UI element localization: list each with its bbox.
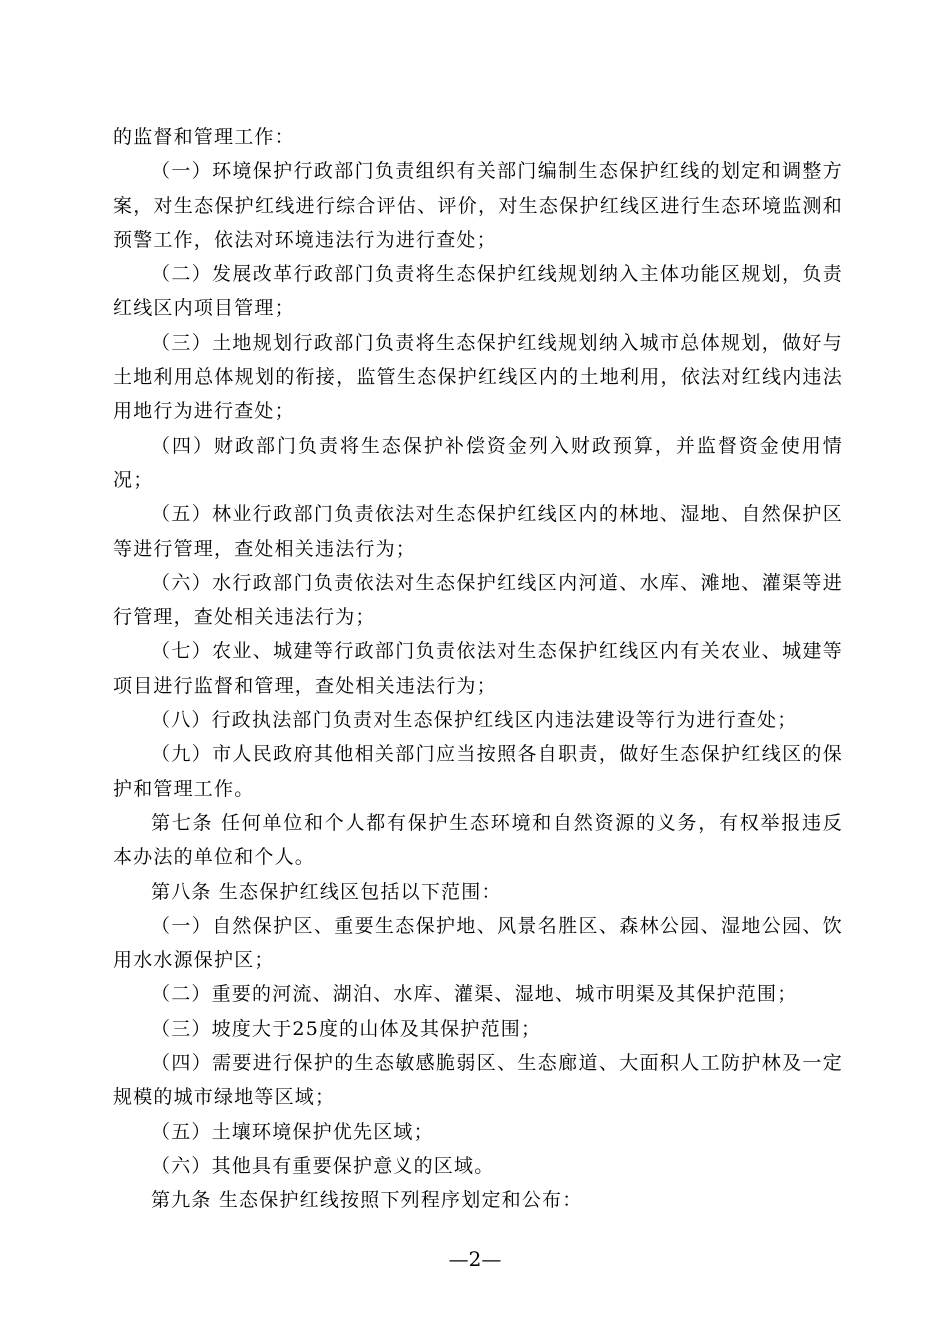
article-paragraph: 第九条 生态保护红线按照下列程序划定和公布： xyxy=(151,1189,583,1212)
paragraph: （二）发展改革行政部门负责将生态保护红线规划纳入主体功能区规划，负责红线区内项目管理； xyxy=(113,263,843,320)
page-number: —2— xyxy=(448,1247,502,1271)
paragraph: （五）林业行政部门负责依法对生态保护红线区内的林地、湿地、自然保护区等进行管理，查处相关违法行为； xyxy=(113,503,843,560)
paragraph: 的监督和管理工作： xyxy=(113,126,295,148)
paragraph: （四）需要进行保护的生态敏感脆弱区、生态廊道、大面积人工防护林及一定规模的城市绿地等区域； xyxy=(113,1052,843,1109)
body-text xyxy=(113,120,843,1218)
article-paragraph: 第八条 生态保护红线区包括以下范围： xyxy=(151,880,502,903)
article-paragraph: 第七条 任何单位和个人都有保护生态环境和自然资源的义务，有权举报违反本办法的单位和个人。 xyxy=(113,811,843,869)
paragraph: （一）自然保护区、重要生态保护地、风景名胜区、森林公园、湿地公园、饮用水水源保护区； xyxy=(113,914,843,972)
paragraph: （六）水行政部门负责依法对生态保护红线区内河道、水库、滩地、灌渠等进行管理，查处相关违法行为； xyxy=(113,571,843,629)
paragraph: （六）其他具有重要保护意义的区域。 xyxy=(151,1154,495,1177)
paragraph: （五）土壤环境保护优先区域； xyxy=(151,1120,434,1143)
paragraph: （三）坡度大于25度的山体及其保护范围； xyxy=(151,1017,542,1040)
paragraph: （四）财政部门负责将生态保护补偿资金列入财政预算，并监督资金使用情况； xyxy=(113,434,843,491)
paragraph: （九）市人民政府其他相关部门应当按照各自职责，做好生态保护红线区的保护和管理工作。 xyxy=(113,743,843,800)
paragraph: （七）农业、城建等行政部门负责依法对生态保护红线区内有关农业、城建等项目进行监督和管理，查处相关违法行为； xyxy=(113,640,843,697)
paragraph: （二）重要的河流、湖泊、水库、灌渠、湿地、城市明渠及其保护范围； xyxy=(151,983,798,1006)
paragraph: （一）环境保护行政部门负责组织有关部门编制生态保护红线的划定和调整方案，对生态保护红线进行综合评估、评价，对生态保护红线区进行生态环境监测和预警工作，依法对环境违法行为进行查处； xyxy=(113,160,843,251)
paragraph: （八）行政执法部门负责对生态保护红线区内违法建设等行为进行查处； xyxy=(151,709,798,732)
paragraph: （三）土地规划行政部门负责将生态保护红线规划纳入城市总体规划，做好与土地利用总体规划的衔接，监管生态保护红线区内的土地利用，依法对红线内违法用地行为进行查处； xyxy=(113,331,843,423)
